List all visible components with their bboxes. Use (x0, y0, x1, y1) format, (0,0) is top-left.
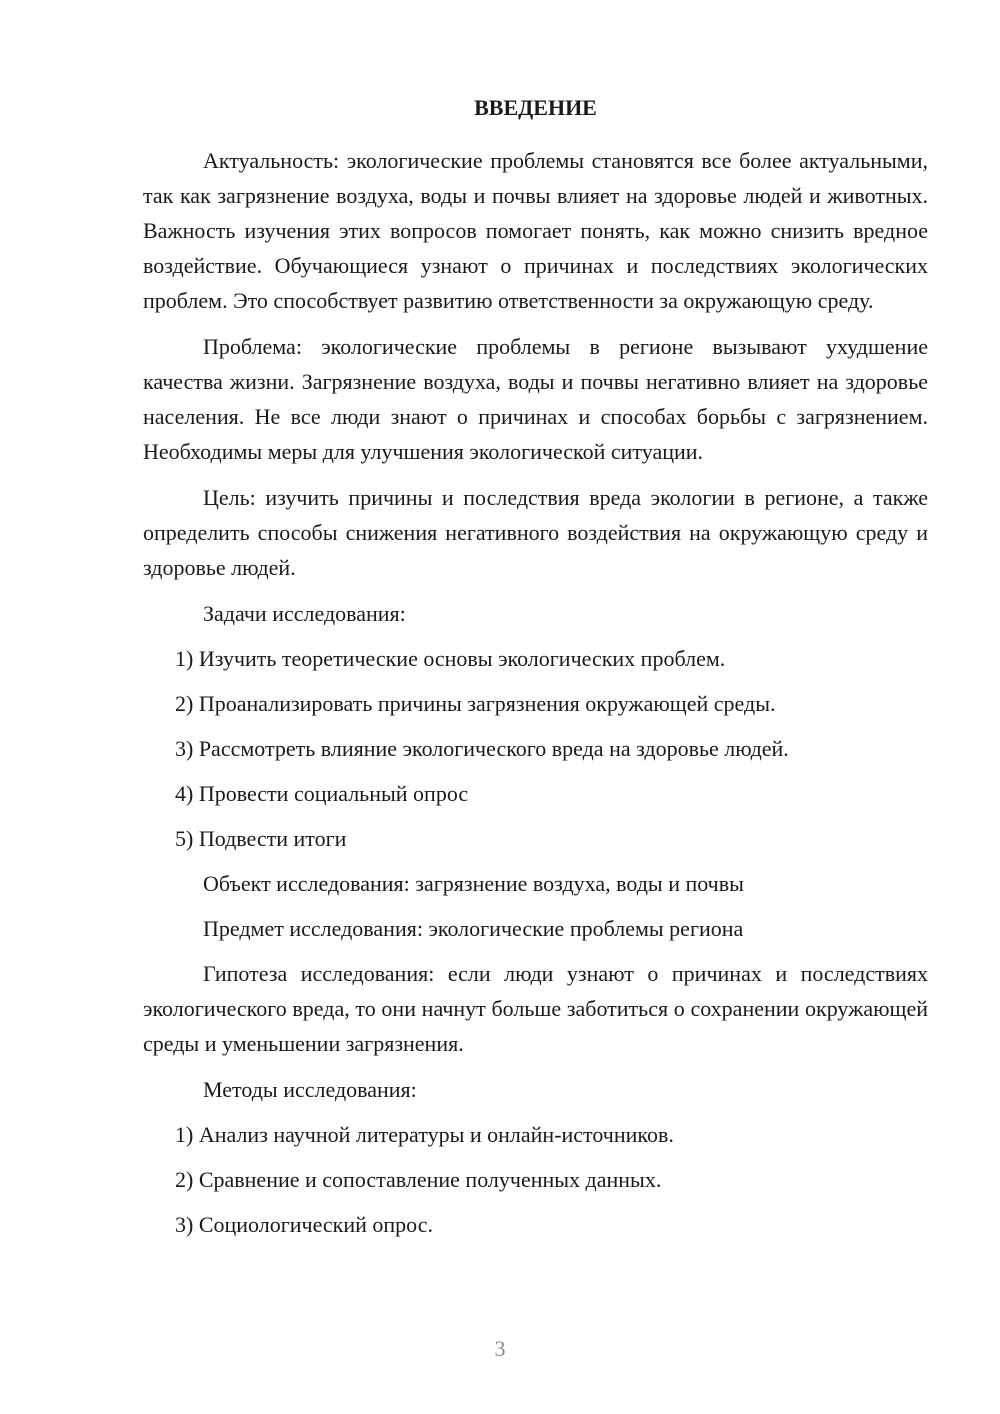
task-item-4: 4) Провести социальный опрос (175, 781, 469, 806)
tasks-heading: Задачи исследования: (203, 601, 406, 626)
document-page (143, 93, 928, 1252)
problem-paragraph: Проблема: экологические проблемы в регионе вызывают ухудшение качества жизни. Загрязнение воздуха, воды и почвы негативно влияет на здоровье населения. Не все люди знают о причинах и способах борьбы с загрязнением. Необходимы меры для улучшения экологической ситуации. (143, 334, 928, 464)
task-item-5: 5) Подвести итоги (175, 826, 347, 851)
task-item-1: 1) Изучить теоретические основы экологических проблем. (175, 646, 726, 671)
research-object: Объект исследования: загрязнение воздуха, воды и почвы (203, 871, 744, 896)
method-item-2: 2) Сравнение и сопоставление полученных данных. (175, 1167, 662, 1192)
goal-paragraph: Цель: изучить причины и последствия вреда экологии в регионе, а также определить способы снижения негативного воздействия на окружающую среду и здоровье людей. (143, 485, 928, 580)
section-title: ВВЕДЕНИЕ (474, 95, 597, 120)
research-subject: Предмет исследования: экологические проблемы региона (203, 916, 744, 941)
hypothesis-paragraph: Гипотеза исследования: если люди узнают о причинах и последствиях экологического вреда, то они начнут больше заботиться о сохранении окружающей среды и уменьшении загрязнения. (143, 961, 928, 1056)
method-item-3: 3) Социологический опрос. (175, 1212, 433, 1237)
relevance-paragraph: Актуальность: экологические проблемы становятся все более актуальными, так как загрязнение воздуха, воды и почвы влияет на здоровье людей и животных. Важность изучения этих вопросов помогает понять, как можно снизить вредное воздействие. Обучающиеся узнают о причинах и последствиях экологических проблем. Это способствует развитию ответственности за окружающую среду. (143, 148, 928, 313)
methods-heading: Методы исследования: (203, 1077, 417, 1102)
method-item-1: 1) Анализ научной литературы и онлайн-источников. (175, 1122, 674, 1147)
task-item-3: 3) Рассмотреть влияние экологического вреда на здоровье людей. (175, 736, 789, 761)
task-item-2: 2) Проанализировать причины загрязнения окружающей среды. (175, 691, 776, 716)
page-number: 3 (494, 1336, 506, 1361)
